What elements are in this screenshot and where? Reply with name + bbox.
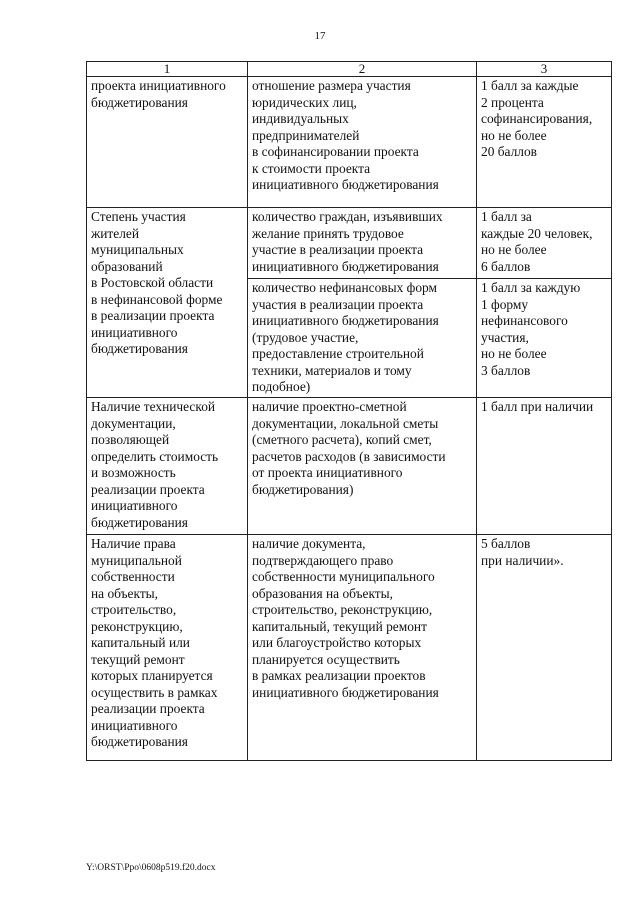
cell-line: 3 баллов	[481, 362, 531, 378]
cell-line: проекта инициативного	[91, 78, 226, 93]
cell-line: но не более	[481, 127, 547, 143]
cell-line: 6 баллов	[481, 258, 531, 274]
cell-line: Степень участия	[91, 209, 186, 224]
cell-line: или благоустройство которых	[252, 635, 422, 650]
table-header-row	[87, 62, 612, 77]
criterion-cell	[87, 398, 248, 535]
cell-line: 1 форму	[481, 296, 529, 312]
cell-line: муниципальных	[91, 242, 184, 257]
cell-line: каждые 20 человек,	[481, 225, 593, 241]
cell-line: количество нефинансовых форм	[252, 280, 438, 295]
cell-line: 2 процента	[481, 94, 544, 110]
score-cell	[477, 398, 612, 535]
indicator-cell	[248, 398, 477, 535]
cell-line: (сметного расчета), копий смет,	[252, 432, 432, 447]
column-header-2: 2	[248, 62, 477, 77]
cell-line: 20 баллов	[481, 144, 537, 159]
cell-line: предоставление строительной	[252, 346, 424, 361]
table-row	[87, 398, 612, 535]
file-path-footer: Y:\ORST\Ppo\0608p519.f20.docx	[86, 863, 216, 873]
cell-line: но не более	[481, 242, 547, 257]
score-cell	[477, 279, 612, 398]
cell-line: на объекты,	[91, 585, 159, 601]
criterion-cell	[87, 77, 248, 208]
indicator-cell	[248, 77, 477, 208]
cell-line: определить стоимость	[91, 448, 219, 464]
criterion-cell	[87, 208, 248, 398]
cell-line: бюджетирования)	[252, 481, 354, 497]
cell-line: отношение размера участия	[252, 78, 411, 93]
cell-line: юридических лиц,	[252, 94, 357, 110]
cell-line: строительство,	[91, 602, 177, 617]
score-cell	[477, 535, 612, 761]
cell-line: инициативного	[91, 324, 178, 340]
cell-line: капитальный, текущий ремонт	[252, 618, 427, 634]
cell-line: документации,	[91, 415, 176, 431]
cell-line: предпринимателей	[252, 127, 360, 143]
cell-line: планируется осуществить	[252, 651, 400, 667]
cell-line: участия в реализации проекта	[252, 296, 424, 312]
cell-line: образований	[91, 258, 163, 274]
cell-line: в рамках реализации проектов	[252, 668, 426, 683]
cell-line: 1 балл за	[481, 209, 532, 224]
cell-line: инициативного бюджетирования	[252, 313, 439, 328]
indicator-cell	[248, 535, 477, 761]
cell-line: бюджетирования	[91, 734, 188, 749]
cell-line: капитальный или	[91, 635, 190, 650]
cell-line: в софинансировании проекта	[252, 144, 419, 159]
cell-line: строительство, реконструкцию,	[252, 602, 433, 617]
cell-line: реализации проекта	[91, 701, 205, 716]
cell-line: в нефинансовой форме	[91, 291, 223, 307]
indicator-cell	[248, 208, 477, 279]
cell-line: желание принять трудовое	[252, 225, 404, 241]
cell-line: собственности муниципального	[252, 569, 435, 584]
cell-line: позволяющей	[91, 432, 170, 447]
cell-line: техники, материалов и тому	[252, 362, 412, 378]
criterion-cell	[87, 535, 248, 761]
cell-line: документации, локальной сметы	[252, 415, 439, 431]
score-cell	[477, 208, 612, 279]
cell-line: от проекта инициативного	[252, 465, 403, 480]
cell-line: инициативного бюджетирования	[252, 684, 439, 700]
cell-line: индивидуальных	[252, 111, 349, 126]
cell-line: при наличии».	[481, 552, 564, 568]
cell-line: участия,	[481, 329, 529, 345]
cell-line: бюджетирования	[91, 94, 188, 110]
cell-line: осуществить в рамках	[91, 684, 218, 700]
cell-line: в реализации проекта	[91, 308, 215, 323]
cell-line: наличие проектно-сметной	[252, 399, 407, 414]
cell-line: подобное)	[252, 379, 311, 394]
table-row	[87, 208, 612, 279]
criteria-table	[86, 61, 612, 761]
cell-line: образования на объекты,	[252, 585, 394, 601]
cell-line: которых планируется	[91, 668, 213, 683]
cell-line: количество граждан, изъявивших	[252, 209, 443, 224]
table-row	[87, 535, 612, 761]
table-row	[87, 77, 612, 208]
cell-line: расчетов расходов (в зависимости	[252, 448, 446, 464]
cell-line: 5 баллов	[481, 536, 531, 551]
cell-line: бюджетирования	[91, 341, 188, 356]
cell-line: бюджетирования	[91, 514, 188, 530]
cell-line: и возможность	[91, 465, 176, 480]
cell-line: собственности	[91, 569, 175, 584]
cell-line: к стоимости проекта	[252, 160, 371, 176]
column-header-1: 1	[87, 62, 248, 77]
column-header-3: 3	[477, 62, 612, 77]
cell-line: инициативного	[91, 717, 178, 733]
cell-line: участие в реализации проекта	[252, 242, 424, 257]
cell-line: инициативного бюджетирования	[252, 177, 439, 192]
cell-line: инициативного бюджетирования	[252, 258, 439, 274]
cell-line: Наличие права	[91, 536, 176, 551]
cell-line: текущий ремонт	[91, 651, 185, 667]
cell-line: 1 балл за каждые	[481, 78, 579, 93]
cell-line: Наличие технической	[91, 399, 216, 414]
cell-line: инициативного	[91, 498, 178, 513]
cell-line: реконструкцию,	[91, 618, 183, 634]
cell-line: реализации проекта	[91, 481, 205, 497]
cell-line: жителей	[91, 225, 140, 241]
cell-line: муниципальной	[91, 552, 182, 568]
cell-line: софинансирования,	[481, 111, 593, 126]
indicator-cell	[248, 279, 477, 398]
cell-line: подтверждающего право	[252, 552, 394, 568]
cell-line: 1 балл при наличии	[481, 399, 594, 414]
cell-line: в Ростовской области	[91, 275, 214, 290]
page-number: 17	[314, 30, 326, 42]
cell-line: наличие документа,	[252, 536, 366, 551]
cell-line: но не более	[481, 346, 547, 361]
score-cell	[477, 77, 612, 208]
cell-line: 1 балл за каждую	[481, 280, 581, 295]
cell-line: (трудовое участие,	[252, 329, 359, 345]
cell-line: нефинансового	[481, 313, 568, 328]
